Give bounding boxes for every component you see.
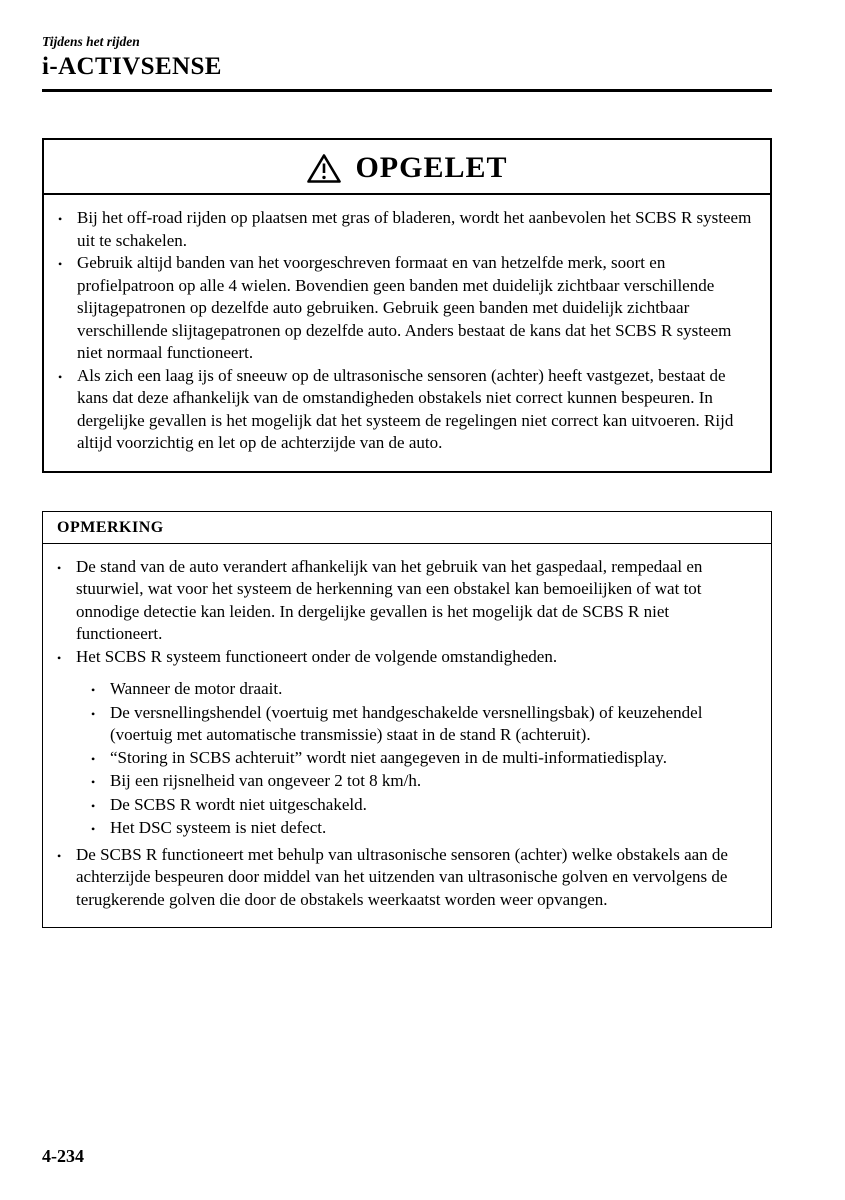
bullet-marker: • (58, 369, 63, 384)
bullet-marker: • (57, 650, 62, 665)
warning-box-body (44, 195, 770, 471)
list-item-text: De stand van de auto verandert afhankelijk van het gebruik van het gaspedaal, rempedaal en stuurwiel, wat voor het systeem de herkenning van een obstakel kan bemoeilijken of wat tot onnodige detectie kan leiden. In dergelijke gevallen is het mogelijk dat de SCBS R niet functioneert. (76, 556, 703, 643)
list-item-text: Bij het off-road rijden op plaatsen met gras of bladeren, wordt het aanbevolen het SCBS R systeem uit te schakelen. (77, 208, 752, 250)
sub-list-item-text: “Storing in SCBS achteruit” wordt niet aangegeven in de multi-informatiedisplay. (110, 747, 667, 767)
page-number: 4-234 (42, 1146, 84, 1166)
sub-list-item (91, 770, 753, 794)
bullet-marker: • (91, 798, 96, 813)
list-item-text: Het SCBS R systeem functioneert onder de volgende omstandigheden. (76, 646, 558, 666)
bullet-marker: • (58, 257, 63, 271)
manual-page-content (42, 0, 772, 928)
warning-box-title: OPGELET (355, 151, 508, 184)
list-item (58, 252, 752, 365)
list-item (57, 556, 753, 646)
running-header: Tijdens het rijden (42, 34, 140, 49)
title-rule (42, 89, 772, 92)
sub-list-item-text: De versnellingshendel (voertuig met handgeschakelde versnellingsbak) of keuzehendel (voertuig met automatische transmissie) staat in de stand R (achteruit). (110, 702, 703, 744)
sub-list-item (91, 794, 753, 818)
list-item (58, 365, 752, 455)
list-item-text: Als zich een laag ijs of sneeuw op de ultrasonische sensoren (achter) heeft vastgezet, bestaat de kans dat deze afhankelijk van de omstandigheden obstakels niet correct kunnen bespeuren. In dergelijke gevallen is het mogelijk dat het systeem de regelingen niet correct kan uitvoeren. Rijd altijd voorzichtig en let op de achterzijde van de auto. (77, 365, 734, 452)
sub-list-item-text: Het DSC systeem is niet defect. (110, 818, 327, 837)
bullet-marker: • (91, 683, 96, 697)
bullet-marker: • (91, 706, 96, 721)
bullet-marker: • (57, 560, 62, 575)
warning-box-header (44, 140, 770, 193)
note-box-body (43, 544, 771, 928)
note-sub-list (57, 678, 753, 841)
bullet-marker: • (58, 212, 63, 226)
sub-list-item-text: De SCBS R wordt niet uitgeschakeld. (110, 794, 367, 814)
bullet-marker: • (91, 751, 96, 766)
note-box-title: OPMERKING (57, 518, 164, 536)
sub-list-item (91, 702, 753, 747)
sub-list-item-text: Wanneer de motor draait. (110, 679, 283, 698)
page-title: i-ACTIVSENSE (42, 53, 222, 80)
warning-box (42, 138, 772, 473)
sub-list-item (91, 817, 753, 841)
list-item (57, 646, 753, 670)
sub-list-item (91, 678, 753, 702)
warning-triangle-icon (306, 153, 342, 184)
list-item (57, 844, 753, 912)
sub-list-item (91, 747, 753, 771)
list-item-text: Gebruik altijd banden van het voorgeschreven formaat en van hetzelfde merk, soort en profielpatroon op alle 4 wielen. Bovendien geen banden met duidelijk zichtbaar verschillende slijtagepatronen op dezelfde auto gebruiken. Gebruik geen banden met duidelijk zichtbaar verschillende slijtagepatronen op dezelfde auto. Anders bestaat de kans dat het SCBS R systeem niet normaal functioneert. (77, 253, 732, 362)
bullet-marker: • (91, 822, 96, 836)
sub-list-item-text: Bij een rijsnelheid van ongeveer 2 tot 8 km/h. (110, 771, 422, 790)
list-item (58, 207, 752, 252)
note-box (42, 511, 772, 929)
bullet-marker: • (57, 848, 62, 863)
bullet-marker: • (91, 775, 96, 789)
list-item-text: De SCBS R functioneert met behulp van ultrasonische sensoren (achter) welke obstakels aan de achterzijde bespeuren door middel van het uitzenden van ultrasonische golven en vervolgens de terugkerende golven die door de obstakels weerkaatst worden weer opvangen. (76, 844, 728, 909)
